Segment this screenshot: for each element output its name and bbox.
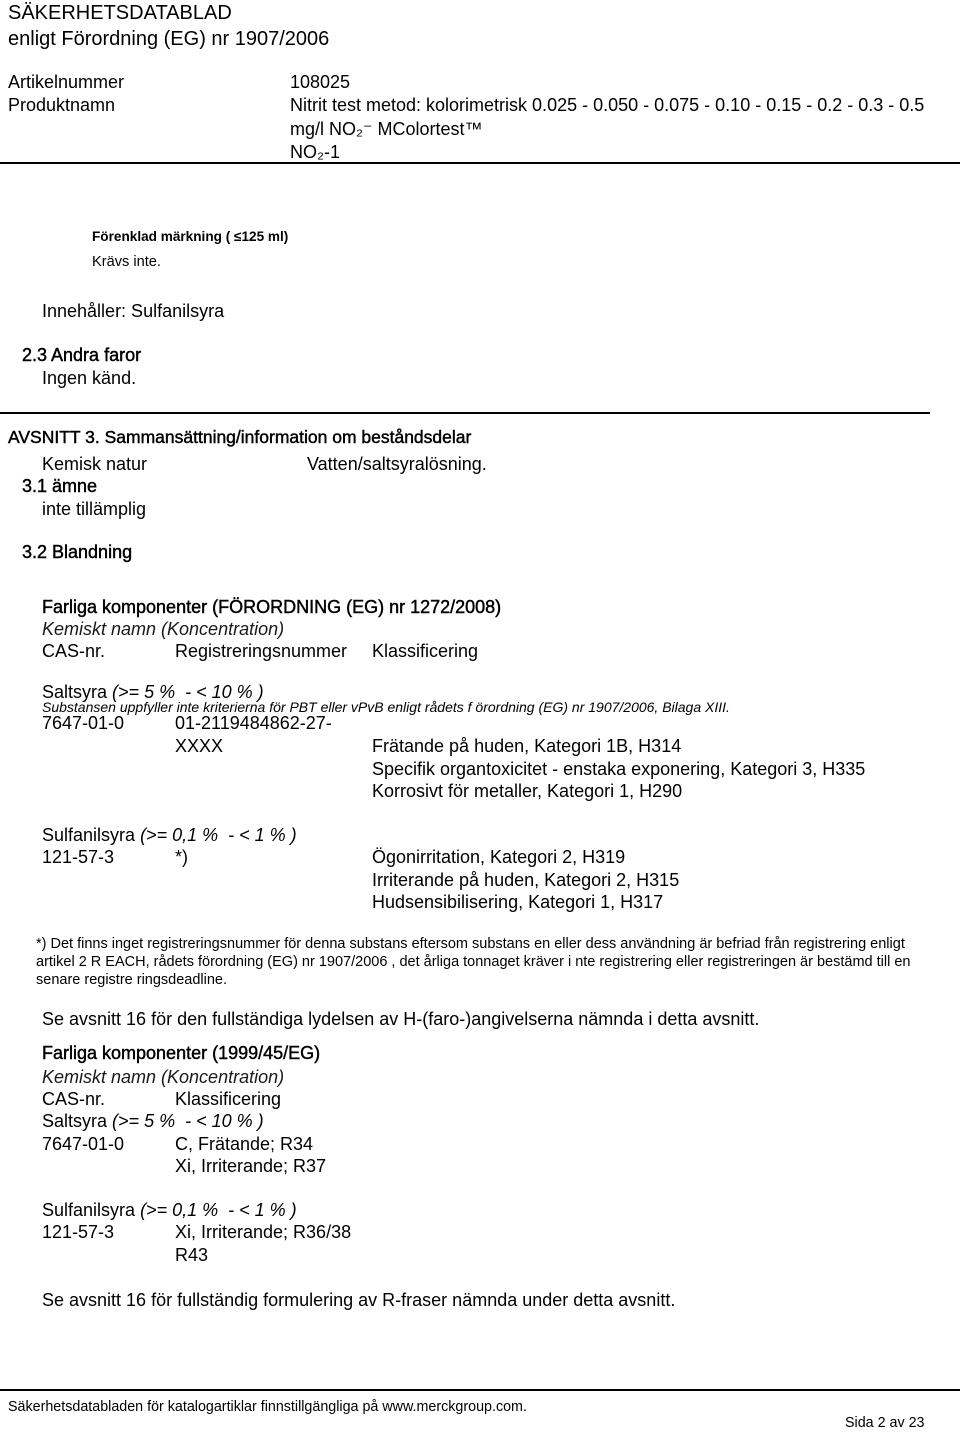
contains-statement: Innehåller: Sulfanilsyra: [42, 301, 225, 321]
simplified-labeling-title: Förenklad märkning ( ≤125 ml): [92, 229, 289, 244]
clp-component-note: Substansen uppfyller inte kriterierna för PBT eller vPvB enligt rådets f örordning (EG) nr 1907/2006, Bilaga XIII.: [42, 699, 730, 715]
clp-component-sulfanilsyra: [42, 824, 297, 846]
chemical-nature-value: Vatten/saltsyralösning.: [307, 454, 487, 474]
other-hazards-heading: 2.3 Andra faror: [22, 345, 142, 365]
page-number: Sida 2 av 23: [845, 1415, 925, 1431]
clp-component-classification: Korrosivt för metaller, Kategori 1, H290: [372, 781, 683, 801]
clp-see-section-16: Se avsnitt 16 för den fullständiga lydelsen av H-(faro-)angivelserna nämnda i detta avsnitt.: [42, 1009, 760, 1029]
component-concentration: (>= 0,1 % - < 1 % ): [140, 1200, 297, 1220]
section-divider: [0, 412, 930, 414]
dsd-component-saltsyra: [42, 1110, 264, 1132]
dsd-component-cas: 7647-01-0: [42, 1134, 125, 1154]
clp-component-registration-line-1: 01-2119484862-27-: [175, 713, 332, 733]
clp-classification-column-header: Klassificering: [372, 641, 479, 661]
dsd-see-section-16: Se avsnitt 16 för fullständig formulering av R-fraser nämnda under detta avsnitt.: [42, 1290, 676, 1310]
clp-components-heading: Farliga komponenter (FÖRORDNING (EG) nr 1272/2008): [42, 597, 502, 617]
article-number-value: 108025: [290, 72, 351, 92]
dsd-component-classification: Xi, Irriterande; R37: [175, 1156, 327, 1176]
product-name-line-2: mg/l NO₂⁻ MColortest™: [290, 119, 483, 139]
footer-availability-note: Säkerhetsdatabladen för katalogartiklar finnstillgängliga på www.merckgroup.com.: [8, 1399, 527, 1415]
component-name: Sulfanilsyra: [42, 1200, 136, 1220]
clp-component-classification: Specifik organtoxicitet - enstaka exponering, Kategori 3, H335: [372, 759, 866, 779]
dsd-component-classification: R43: [175, 1245, 209, 1265]
product-name-line-1: Nitrit test metod: kolorimetrisk 0.025 - 0.050 - 0.075 - 0.10 - 0.15 - 0.2 - 0.3 - 0.5: [290, 95, 925, 115]
registration-footnote-line-1: *) Det finns inget registreringsnummer för denna substans eftersom substans en eller dess användning är befriad från registrering enligt: [36, 936, 905, 952]
article-number-label: Artikelnummer: [8, 72, 125, 92]
section-3-heading: AVSNITT 3. Sammansättning/information om beståndsdelar: [8, 427, 472, 447]
clp-component-classification: Frätande på huden, Kategori 1B, H314: [372, 736, 682, 756]
clp-component-classification: Ögonirritation, Kategori 2, H319: [372, 847, 626, 867]
clp-component-classification: Hudsensibilisering, Kategori 1, H317: [372, 892, 664, 912]
dsd-cas-column-header: CAS-nr.: [42, 1089, 106, 1109]
chemical-nature-label: Kemisk natur: [42, 454, 148, 474]
dsd-classification-column-header: Klassificering: [175, 1089, 282, 1109]
header-divider: [0, 162, 960, 164]
dsd-component-cas: 121-57-3: [42, 1222, 115, 1242]
clp-component-cas: 121-57-3: [42, 847, 115, 867]
clp-registration-column-header: Registreringsnummer: [175, 641, 348, 661]
product-name-line-3: NO₂-1: [290, 142, 340, 162]
clp-name-column-header: Kemiskt namn (Koncentration): [42, 619, 285, 639]
registration-footnote-line-2: artikel 2 R EACH, rådets förordning (EG) nr 1907/2006 , det årliga tonnaget kräver i nte registrering eller registreringen är bestämd till en: [36, 954, 911, 970]
registration-footnote-line-3: senare registre ringsdeadline.: [36, 972, 228, 988]
component-name: Sulfanilsyra: [42, 825, 136, 845]
clp-cas-column-header: CAS-nr.: [42, 641, 106, 661]
clp-component-registration-line-1: *): [175, 847, 188, 867]
component-concentration: (>= 5 % - < 10 % ): [112, 682, 264, 702]
footer-divider: [0, 1389, 960, 1391]
clp-component-cas: 7647-01-0: [42, 713, 125, 733]
component-concentration: (>= 5 % - < 10 % ): [112, 1111, 264, 1131]
simplified-labeling-text: Krävs inte.: [92, 254, 161, 270]
component-name: Saltsyra: [42, 682, 108, 702]
component-concentration: (>= 0,1 % - < 1 % ): [140, 825, 297, 845]
regulation-subtitle: enligt Förordning (EG) nr 1907/2006: [8, 28, 330, 50]
mixture-heading: 3.2 Blandning: [22, 542, 133, 562]
clp-component-classification: Irriterande på huden, Kategori 2, H315: [372, 870, 680, 890]
dsd-name-column-header: Kemiskt namn (Koncentration): [42, 1067, 285, 1087]
clp-component-registration-line-2: XXXX: [175, 736, 224, 756]
dsd-component-classification: Xi, Irriterande; R36/38: [175, 1222, 352, 1242]
document-title: SÄKERHETSDATABLAD: [8, 2, 232, 24]
dsd-component-sulfanilsyra: [42, 1199, 297, 1221]
substance-heading: 3.1 ämne: [22, 476, 98, 496]
dsd-component-classification: C, Frätande; R34: [175, 1134, 314, 1154]
component-name: Saltsyra: [42, 1111, 108, 1131]
product-name-label: Produktnamn: [8, 95, 116, 115]
other-hazards-text: Ingen känd.: [42, 368, 137, 388]
substance-text: inte tillämplig: [42, 499, 147, 519]
dsd-components-heading: Farliga komponenter (1999/45/EG): [42, 1043, 321, 1063]
